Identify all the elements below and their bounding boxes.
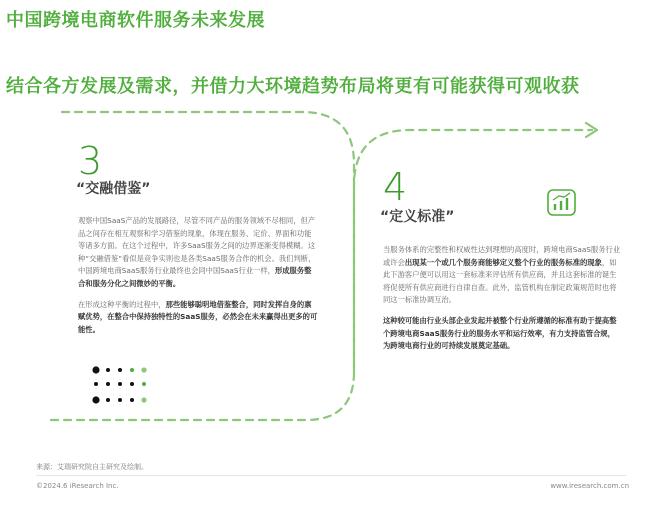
step-heading: “交融借鉴” <box>76 181 151 197</box>
source-note: 来源：艾瑞研究院自主研究及绘制。 <box>36 463 148 471</box>
website-link[interactable]: www.iresearch.com.cn <box>550 482 629 490</box>
footer-divider <box>36 475 626 476</box>
step-heading: “定义标准” <box>380 209 455 225</box>
dot-grid-decoration <box>90 364 160 412</box>
left-paragraph-2: 在形成这种平衡的过程中，那些能够聪明地借鉴整合，同时发挥自身的禀赋优势，在整合中保持独特性的SaaS服务，必然会在未来赢得出更多的可能性。 <box>78 299 318 334</box>
step-number: 4 <box>383 165 408 209</box>
bar-chart-trend-icon <box>546 188 578 218</box>
right-card-body <box>383 244 621 353</box>
copyright: ©2024.6 iResearch Inc. <box>36 482 119 490</box>
left-paragraph-1: 观察中国SaaS产品的发展路径，尽管不同产品的服务领域不尽相同，但产品之间存在相互观察和学习借鉴的现象，体现在服务、定价、界面和功能等诸多方面。在这个过程中，许多SaaS服务之间的边界逐渐变得模糊。这种“交融借鉴”看似是竞争实则也是各类SaaS服务合作的机会。我们判断，中国跨境电商SaaS服务行业最终也会同中国SaaS行业一样，形成服务整合和服务分化之间微妙的平衡。 <box>78 216 316 288</box>
page-title: 中国跨境电商软件服务未来发展 <box>6 10 265 31</box>
right-paragraph-1: 当服务体系的完整性和权威性达到理想的高度时，跨境电商SaaS服务行业或许会出现某一个或几个服务商能够定义整个行业的服务标准的现象，如此下游客户便可以用这一套标准来评估所有供应商，并且这套标准的诞生将促使所有供应商进行自律自查。此外，监管机构在制定政策规范时也将同这一标准协调互治。 <box>383 245 621 305</box>
left-card-body <box>78 215 318 336</box>
step-number: 3 <box>78 139 103 183</box>
page-subtitle: 结合各方发展及需求，并借力大环境趋势布局将更有可能获得可观收获 <box>6 76 580 97</box>
right-paragraph-2: 这种较可能由行业头部企业发起并被整个行业所遵循的标准有助于提高整个跨境电商SaaS服务行业的服务水平和运行效率，有力支持监管合规，为跨境电商行业的可持续发展奠定基础。 <box>383 315 617 351</box>
